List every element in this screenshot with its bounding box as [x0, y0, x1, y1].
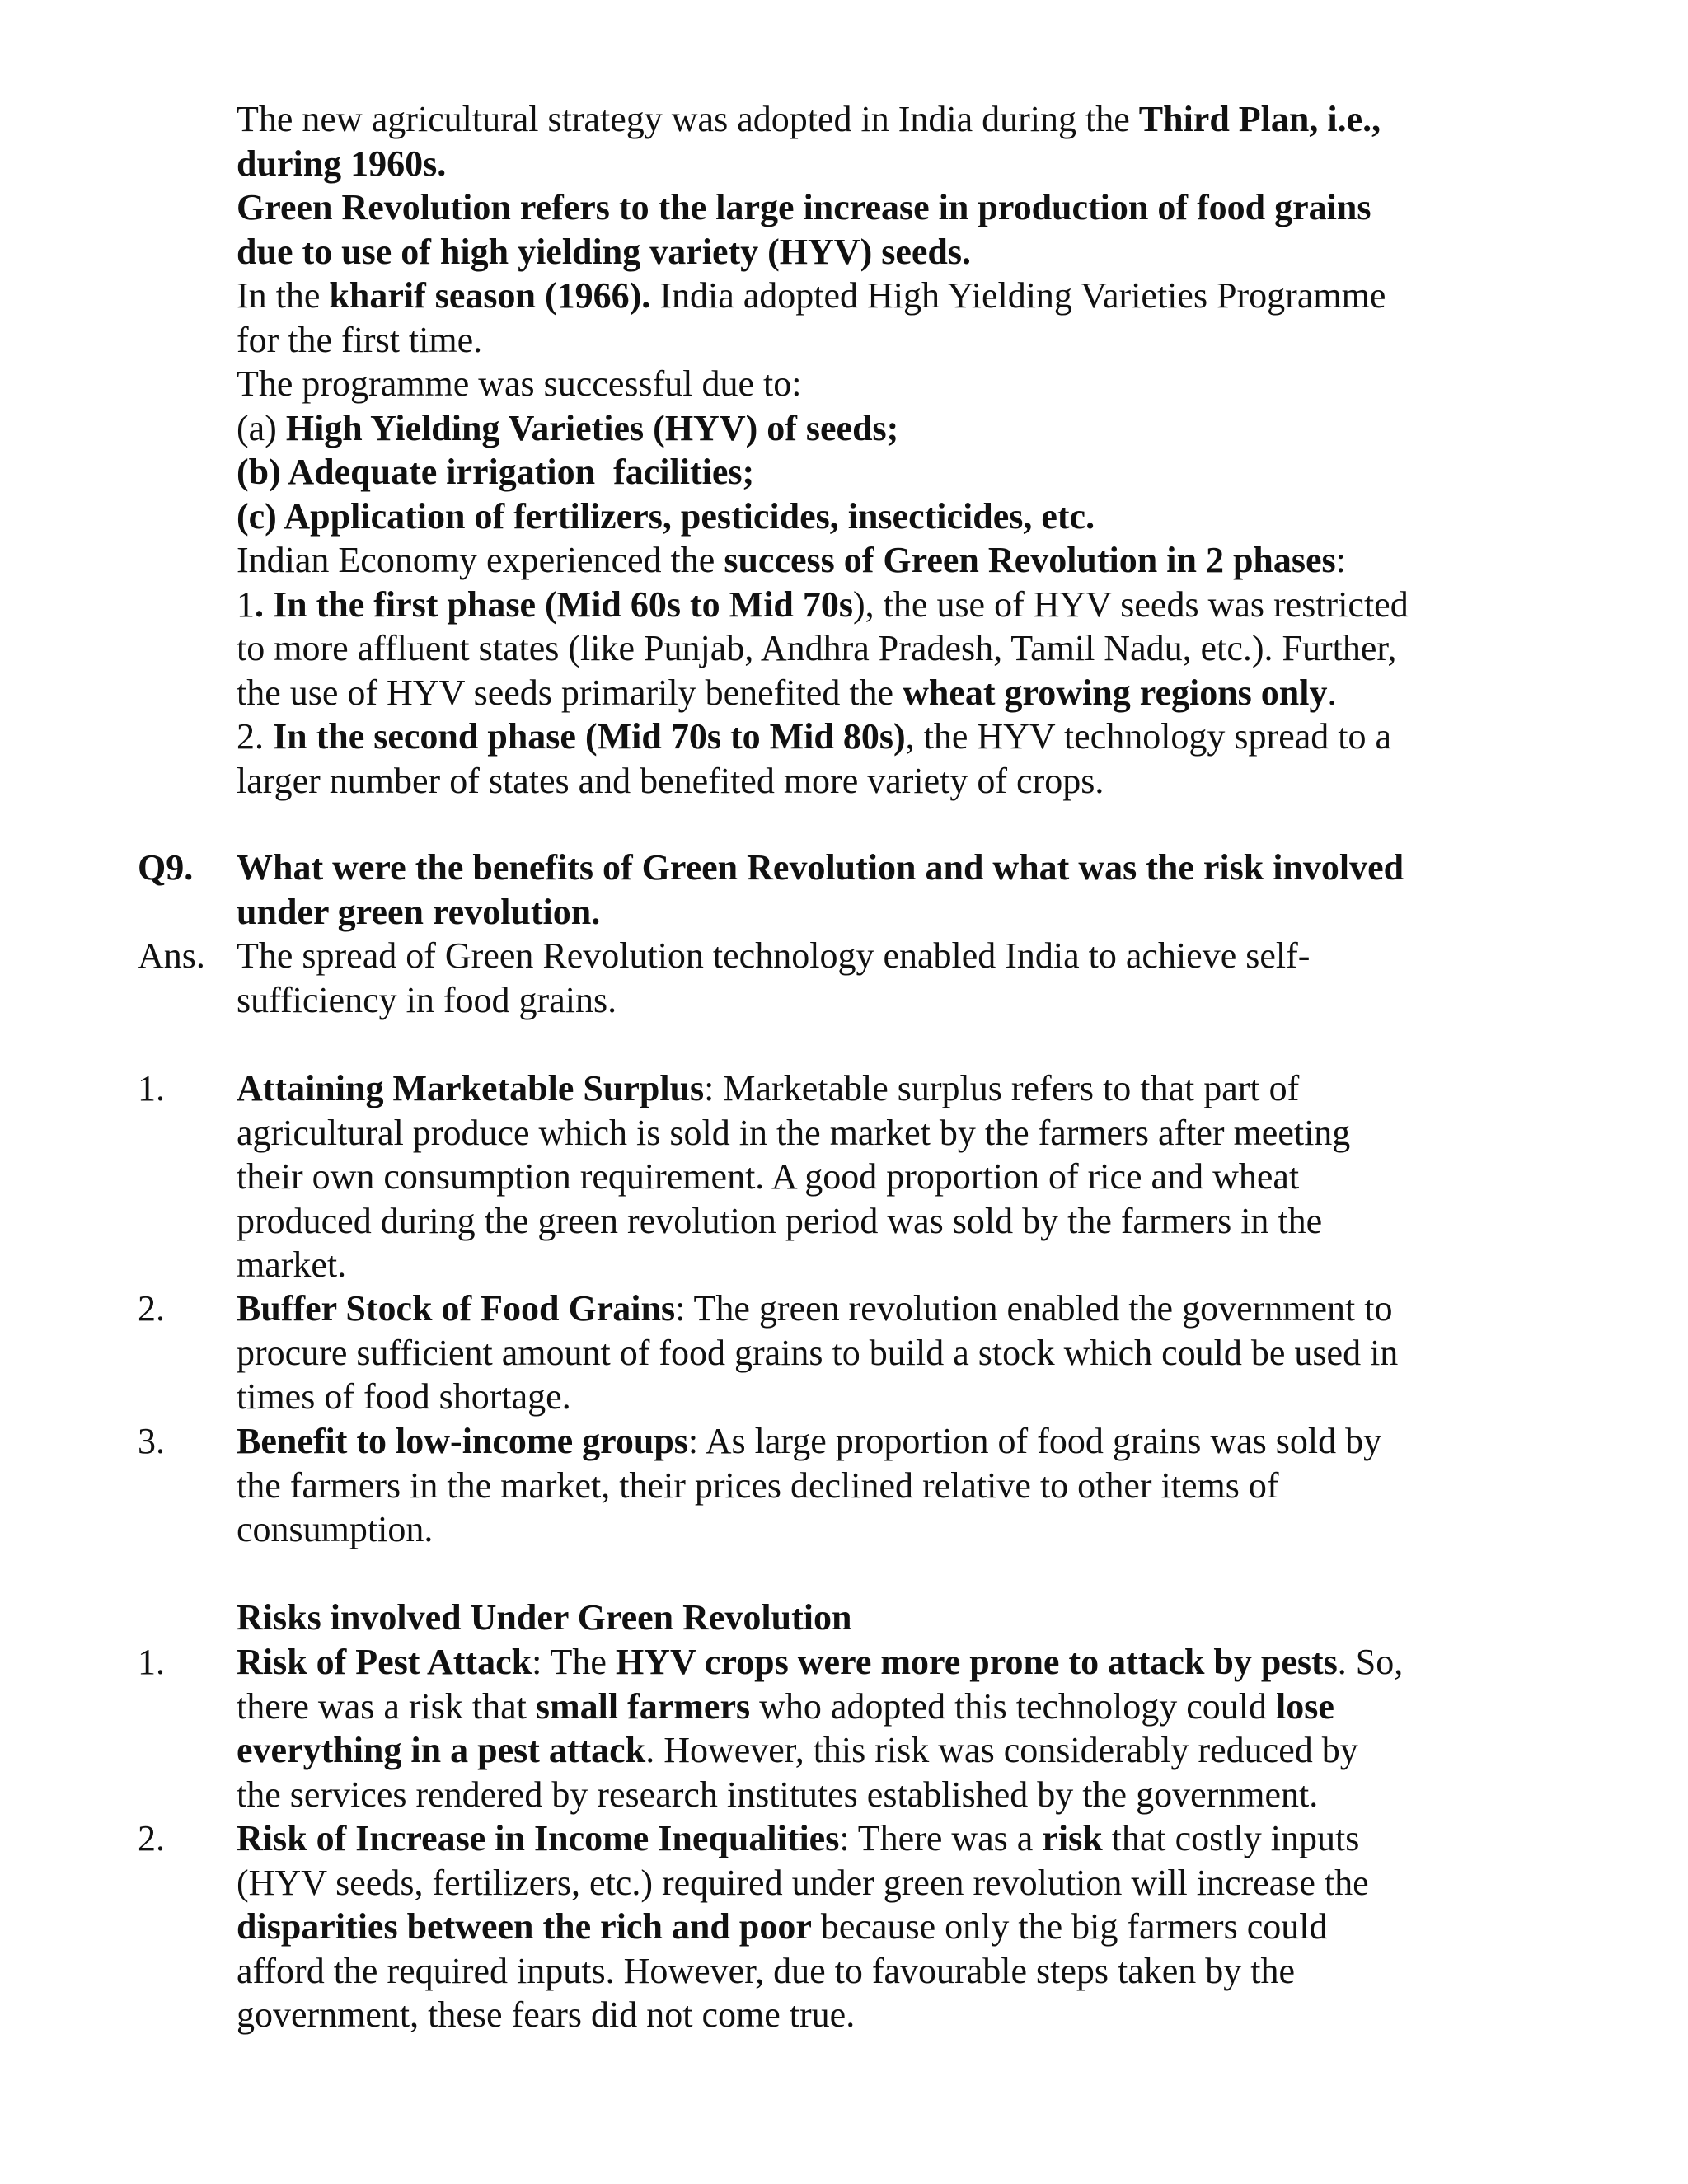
bold-text: risk: [1042, 1818, 1103, 1858]
list-number: 2.: [138, 1288, 165, 1329]
risk-title: Risk of Increase in Income Inequalities: [237, 1818, 840, 1858]
intro-line: [237, 142, 1489, 186]
bold-text: wheat growing regions only: [903, 672, 1328, 713]
intro-line: [237, 759, 1489, 804]
list-number: 1.: [138, 1068, 165, 1108]
question-label: Q9.: [138, 847, 194, 888]
section-heading: Risks involved Under Green Revolution: [237, 1597, 852, 1638]
bold-text: Third Plan, i.e.,: [1138, 99, 1381, 139]
text: The programme was successful due to:: [237, 363, 802, 404]
text: larger number of states and benefited more variety of crops.: [237, 760, 1104, 801]
benefit-line: agricultural produce which is sold in the market by the farmers after meeting: [237, 1112, 1351, 1153]
benefit-line: procure sufficient amount of food grains to build a stock which could be used in: [237, 1332, 1399, 1373]
bold-text: High Yielding Varieties (HYV) of seeds;: [285, 407, 899, 448]
text: . So,: [1337, 1642, 1404, 1682]
text: that costly inputs: [1102, 1818, 1360, 1858]
text: : The: [532, 1642, 616, 1682]
answer-line: sufficiency in food grains.: [237, 979, 617, 1020]
benefit-title: Buffer Stock of Food Grains: [237, 1288, 676, 1329]
text: : As large proportion of food grains was sold by: [687, 1421, 1382, 1461]
intro-line: [237, 494, 1489, 539]
intro-line: [237, 97, 1489, 142]
text: ), the use of HYV seeds was restricted: [853, 583, 1409, 625]
text: : The green revolution enabled the government to: [675, 1288, 1393, 1329]
bold-text: . In the first phase (Mid 60s to Mid 70s: [255, 583, 854, 625]
benefit-line: consumption.: [237, 1509, 434, 1549]
risk-line: [237, 1816, 1489, 1861]
intro-line: [237, 274, 1489, 318]
risk-line: [237, 1728, 1489, 1773]
question-text: [237, 846, 1489, 934]
benefit-line: market.: [237, 1244, 347, 1285]
question-line: What were the benefits of Green Revolution and what was the risk involved: [237, 847, 1404, 888]
bold-text: success of Green Revolution in 2 phases: [724, 540, 1336, 580]
answer-text: [237, 934, 1489, 1022]
intro-line: [237, 671, 1489, 715]
bold-text: (c) Application of fertilizers, pesticides, insecticides, etc.: [237, 495, 1095, 537]
list-number: 3.: [138, 1421, 165, 1461]
benefit-line: produced during the green revolution period was sold by the farmers in the: [237, 1200, 1323, 1241]
bold-text: kharif season (1966).: [329, 275, 651, 316]
bold-text: (b) Adequate irrigation facilities;: [237, 452, 755, 492]
risk-title: Risk of Pest Attack: [237, 1642, 532, 1682]
list-number: 2.: [138, 1818, 165, 1858]
bold-text: everything in a pest attack: [237, 1730, 646, 1770]
risk-line: the services rendered by research institutes established by the government.: [237, 1774, 1319, 1815]
text: for the first time.: [237, 319, 483, 360]
text: there was a risk that: [237, 1685, 536, 1727]
intro-line: [237, 626, 1489, 671]
list-number: 1.: [138, 1642, 165, 1682]
text: : Marketable surplus refers to that part of: [704, 1068, 1300, 1108]
text: 1: [237, 583, 255, 625]
intro-section: [237, 97, 1489, 803]
text: the use of HYV seeds primarily benefited the: [237, 672, 903, 713]
benefit-item: [237, 1419, 1489, 1552]
risks-heading: [237, 1596, 1489, 1640]
text: .: [1327, 672, 1337, 713]
bold-text: during 1960s.: [237, 143, 447, 184]
intro-line: [237, 230, 1489, 274]
text: , the HYV technology spread to a: [905, 716, 1392, 757]
benefit-line: [237, 1066, 1489, 1111]
risk-item: [237, 1816, 1489, 2037]
benefit-item: [237, 1286, 1489, 1419]
text: Indian Economy experienced the: [237, 540, 724, 580]
answer-label: Ans.: [138, 935, 205, 976]
bold-text: small farmers: [535, 1685, 751, 1727]
intro-line: [237, 715, 1489, 759]
text: In the: [237, 275, 330, 316]
benefit-line: the farmers in the market, their prices declined relative to other items of: [237, 1465, 1279, 1506]
text: because only the big farmers could: [811, 1906, 1328, 1947]
benefit-item: [237, 1066, 1489, 1287]
benefit-line: times of food shortage.: [237, 1376, 571, 1417]
text: : There was a: [839, 1818, 1043, 1858]
text: :: [1335, 540, 1346, 580]
intro-line: [237, 318, 1489, 363]
risk-line: government, these fears did not come true.: [237, 1994, 856, 2035]
benefit-line: their own consumption requirement. A good proportion of rice and wheat: [237, 1156, 1300, 1197]
risk-line: [237, 1905, 1489, 1949]
text: 2.: [237, 716, 273, 757]
bold-text: disparities between the rich and poor: [237, 1906, 812, 1947]
question-line: under green revolution.: [237, 891, 601, 932]
text: The new agricultural strategy was adopted in India during the: [237, 99, 1139, 139]
risk-line: [237, 1685, 1489, 1729]
bold-text: due to use of high yielding variety (HYV) seeds.: [237, 231, 971, 272]
intro-line: [237, 185, 1489, 230]
text: to more affluent states (like Punjab, Andhra Pradesh, Tamil Nadu, etc.). Further,: [237, 628, 1397, 668]
bold-text: HYV crops were more prone to attack by pests: [615, 1642, 1338, 1682]
benefit-line: [237, 1419, 1489, 1464]
risk-line: (HYV seeds, fertilizers, etc.) required under green revolution will increase the: [237, 1862, 1369, 1903]
bold-text: In the second phase (Mid 70s to Mid 80s): [273, 716, 906, 757]
intro-line: [237, 406, 1489, 451]
benefit-title: Benefit to low-income groups: [237, 1421, 688, 1461]
intro-line: [237, 583, 1489, 627]
intro-line: [237, 450, 1489, 494]
text: . However, this risk was considerably reduced by: [645, 1730, 1358, 1770]
text: who adopted this technology could: [750, 1685, 1277, 1727]
risk-item: [237, 1640, 1489, 1816]
text: India adopted High Yielding Varieties Programme: [650, 275, 1386, 316]
answer-line: The spread of Green Revolution technology enabled India to achieve self-: [237, 935, 1311, 976]
text: (a): [237, 407, 286, 448]
risk-line: [237, 1640, 1489, 1685]
intro-line: [237, 362, 1489, 406]
bold-text: Green Revolution refers to the large increase in production of food grains: [237, 187, 1372, 227]
benefit-title: Attaining Marketable Surplus: [237, 1068, 705, 1108]
benefit-line: [237, 1286, 1489, 1331]
risk-line: afford the required inputs. However, due to favourable steps taken by the: [237, 1950, 1296, 1991]
intro-line: [237, 538, 1489, 583]
bold-text: lose: [1276, 1685, 1334, 1727]
